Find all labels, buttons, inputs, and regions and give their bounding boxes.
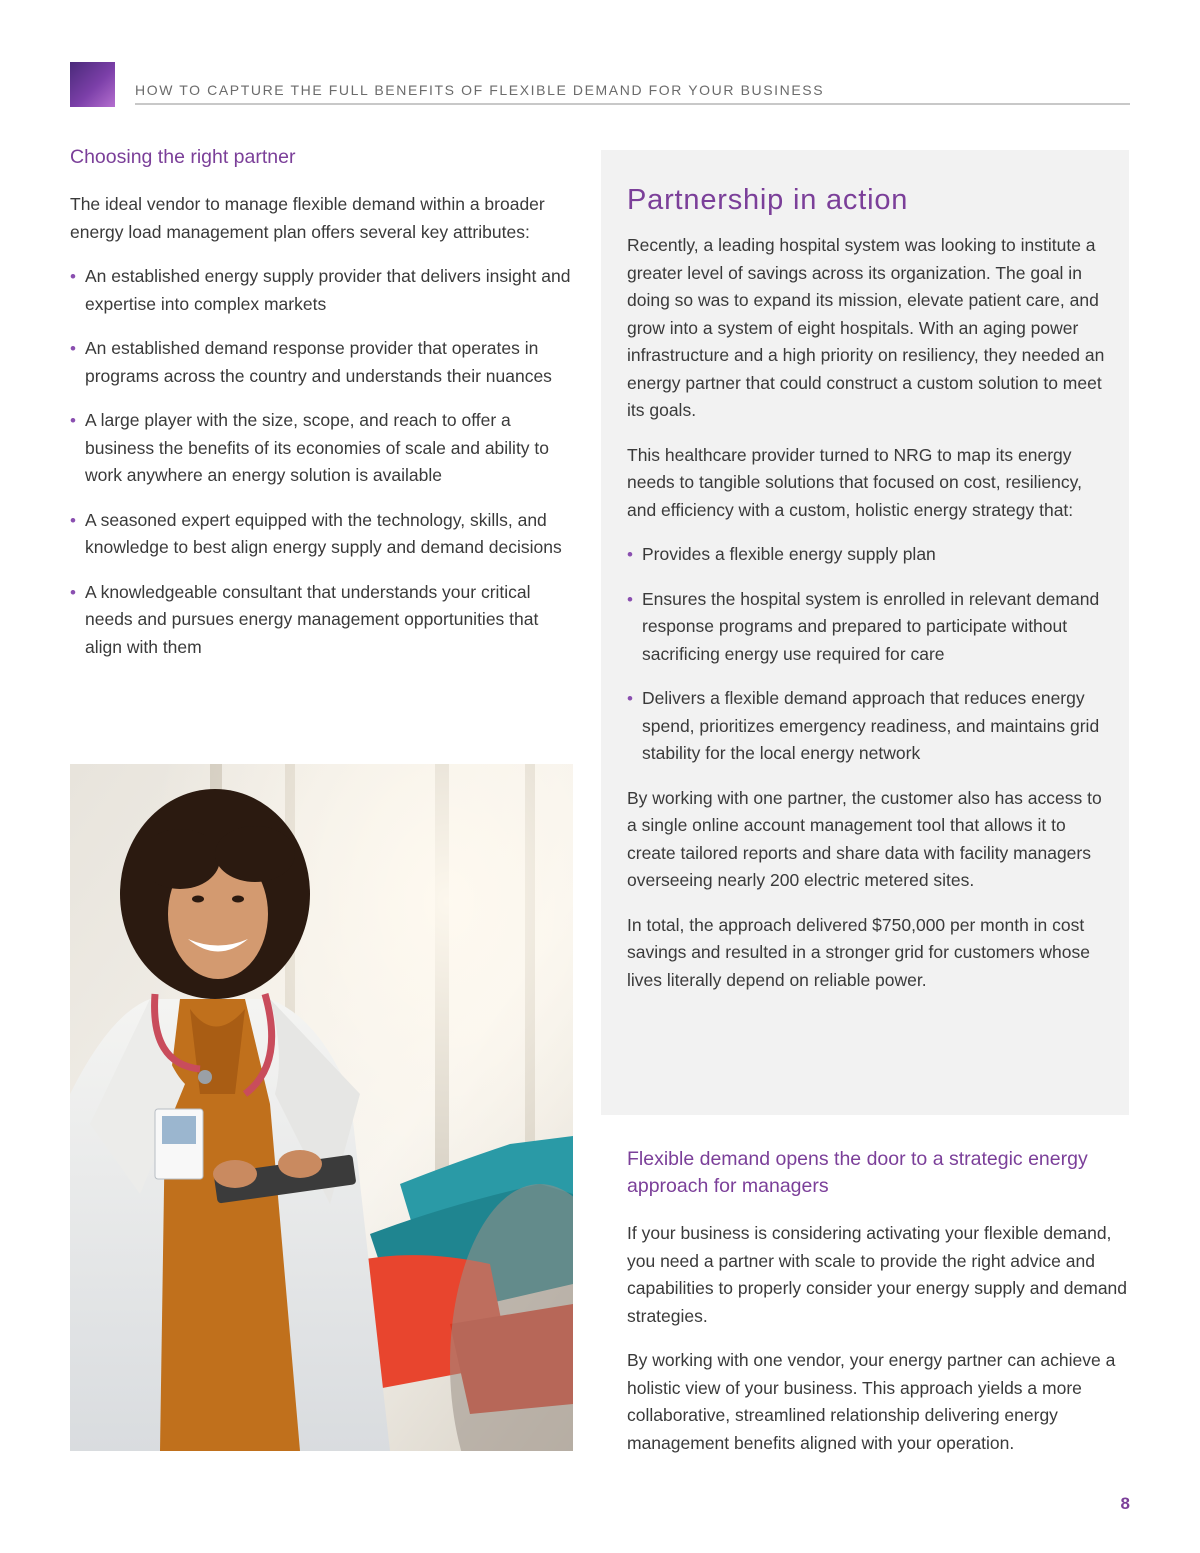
bullet-icon: • [627, 689, 633, 708]
panel-paragraph-1: Recently, a leading hospital system was looking to institute a greater level of savings across its organization. The goal in doing so was to expand its mission, elevate patient care, and grow into a system of eight hospitals. With an aging power infrastructure and a high priority on resiliency, they needed an energy partner that could construct a custom solution to meet its goals. [627, 235, 1105, 420]
list-item: • An established demand response provider that operates in programs across the country and understands their nuances [70, 335, 575, 390]
list-item: • A seasoned expert equipped with the technology, skills, and knowledge to best align energy supply and demand decisions [70, 507, 575, 562]
attributes-list [70, 263, 575, 661]
panel-paragraph-2: This healthcare provider turned to NRG to map its energy needs to tangible solutions that focused on cost, resiliency, and efficiency with a custom, holistic energy strategy that: [627, 444, 1082, 520]
bullet-icon: • [627, 589, 633, 609]
lower-paragraph-2: By working with one vendor, your energy partner can achieve a holistic view of your business. This approach yields a more collaborative, streamlined relationship delivering energy management benefits aligned with your operation. [627, 1350, 1116, 1453]
flexible-demand-section [627, 1146, 1127, 1457]
bullet-icon: • [70, 411, 76, 430]
bullet-icon: • [70, 339, 76, 358]
panel-content [627, 182, 1107, 994]
list-item: • An established energy supply provider that delivers insight and expertise into complex markets [70, 263, 575, 318]
section-heading-flexible-demand: Flexible demand opens the door to a strategic energy approach for managers [627, 1148, 1088, 1197]
lower-paragraph-1: If your business is considering activating your flexible demand, you need a partner with scale to provide the right advice and capabilities to properly consider your energy supply and demand strategies. [627, 1223, 1128, 1326]
strategy-list [627, 541, 1107, 768]
left-column [70, 144, 575, 678]
bullet-icon: • [627, 545, 633, 564]
list-item: • A knowledgeable consultant that understands your critical needs and pursues energy management opportunities that align with them [70, 579, 575, 662]
left-intro-paragraph: The ideal vendor to manage flexible demand within a broader energy load management plan offers several key attributes: [70, 194, 545, 242]
bullet-icon: • [70, 510, 76, 530]
list-item: • A large player with the size, scope, and reach to offer a business the benefits of its economies of scale and ability to work anywhere an energy solution is available [70, 407, 575, 490]
running-header: HOW TO CAPTURE THE FULL BENEFITS OF FLEXIBLE DEMAND FOR YOUR BUSINESS [135, 82, 1130, 105]
list-item: • Ensures the hospital system is enrolled in relevant demand response programs and prepared to participate without sacrificing energy use required for care [627, 586, 1107, 669]
panel-title: Partnership in action [627, 184, 909, 216]
doctor-photo-illustration [70, 764, 573, 1451]
section-heading-choosing-partner: Choosing the right partner [70, 146, 296, 168]
bullet-icon: • [70, 267, 76, 286]
page-number: 8 [1120, 1494, 1130, 1513]
panel-paragraph-4: In total, the approach delivered $750,000 per month in cost savings and resulted in a stronger grid for customers whose lives literally depend on reliable power. [627, 914, 1091, 990]
list-item: • Provides a flexible energy supply plan [627, 541, 1107, 569]
brand-logo-square [70, 62, 115, 107]
bullet-icon: • [70, 582, 76, 602]
panel-paragraph-3: By working with one partner, the customer also has access to a single online account management tool that allows it to create tailored reports and share data with facility managers overseeing nearly 200 electric metered sites. [627, 787, 1102, 890]
list-item: • Delivers a flexible demand approach that reduces energy spend, prioritizes emergency readiness, and maintains grid stability for the local energy network [627, 685, 1107, 768]
partnership-sidebar-panel [601, 150, 1129, 1115]
doctor-photo [70, 764, 573, 1451]
